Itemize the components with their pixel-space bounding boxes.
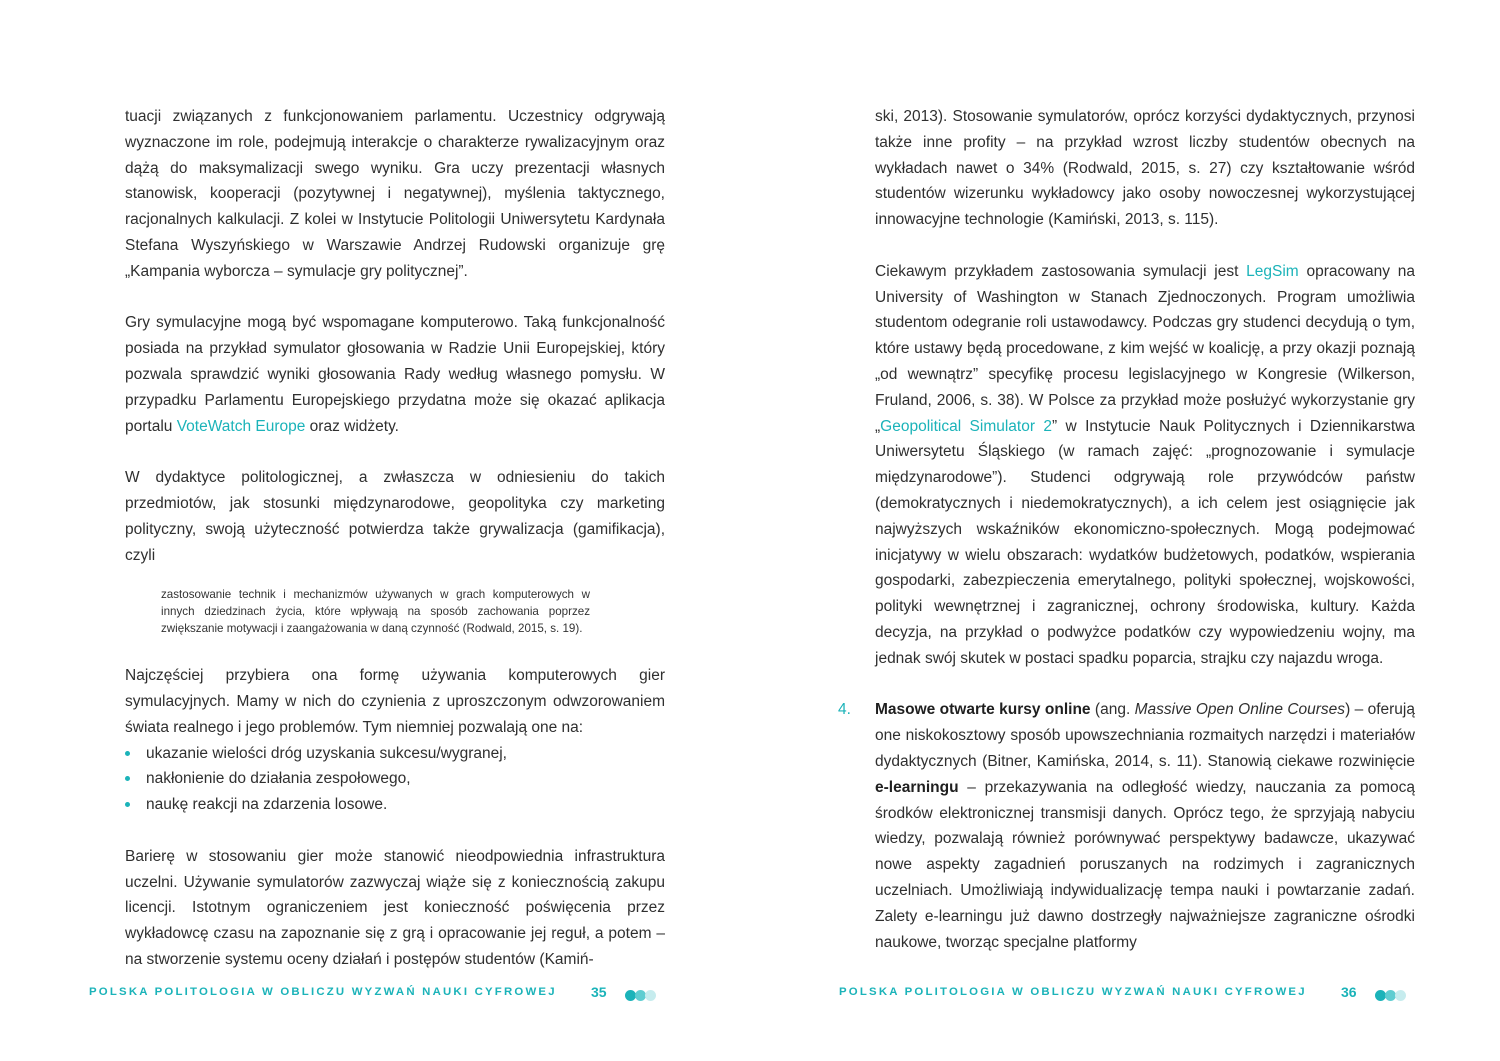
right-page [750, 0, 1500, 1061]
paragraph: tuacji związanych z funkcjonowaniem parlamentu. Uczestnicy odgrywają wyznaczone im role, podejmują interakcje o charakterze rywalizacyjnym oraz dążą do maksymalizacji swego wyniku. Gra uczy prezentacji własnych stanowisk, kooperacji (pozytywnej i negatywnej), myślenia taktycznego, racjonalnych kalkulacji. Z kolei w Instytucie Politologii Uniwersytetu Kardynała Stefana Wyszyńskiego w Warszawie Andrzej Rudowski organizuje grę „Kampania wyborcza – symulacje gry politycznej”. [125, 108, 665, 280]
page-footer [89, 985, 669, 1003]
bold-term: Masowe otwarte kursy online [875, 701, 1091, 719]
geopolitical-simulator-link[interactable]: Geopolitical Simulator 2 [880, 417, 1053, 435]
list-item-text: nakłonienie do działania zespołowego, [146, 770, 411, 788]
text-span: Ciekawym przykładem zastosowania symulacji jest [875, 262, 1247, 280]
paragraph: W dydaktyce politologicznej, a zwłaszcza w odniesieniu do takich przedmiotów, jak stosunki międzynarodowe, geopolityka czy marketing polityczny, swoją użyteczność potwierdza także grywalizacja (gamifikacja), czyli [125, 469, 665, 564]
paragraph [125, 310, 665, 439]
bold-term: e-learningu [875, 778, 959, 796]
numbered-item [838, 697, 1415, 955]
bullet-icon [125, 751, 130, 756]
list-item [125, 741, 665, 767]
text-span: Gry symulacyjne mogą być wspomagane komputerowo. Taką funkcjonalność posiada na przykład symulator głosowania w Radzie Unii Europejskiej, który pozwala sprawdzić wyniki głosowania Rady według własnego pomysłu. W przypadku Parlamentu Europejskiego przydatna może się okazać aplikacja portalu [125, 314, 665, 435]
bullet-icon [125, 776, 130, 781]
dots-ornament-icon [1375, 988, 1405, 1000]
paragraph: ski, 2013). Stosowanie symulatorów, oprócz korzyści dydaktycznych, przynosi także inne profity – na przykład wzrost liczby studentów obecnych na wykładach nawet o 34% (Rodwald, 2015, s. 27) czy kształtowanie wśród studentów wizerunku wykładowcy jako osoby nowoczesnej wykorzystującej innowacyjne technologie (Kamiński, 2013, s. 115). [875, 108, 1415, 229]
list-item-text: ukazanie wielości dróg uzyskania sukcesu/wygranej, [146, 744, 507, 762]
text-span: opracowany na University of Washington w Stanach Zjednoczonych. Program umożliwia studentom odegranie roli ustawodawcy. Podczas gry studenci decydują o tym, które ustawy będą procedowane, z kim wejść w koalicję, a przy okazji poznają „od wewnątrz” specyfikę procesu legislacyjnego w Kongresie (Wilkerson, Fruland, 2006, s. 38). W Polsce za przykład może posłużyć wykorzystanie gry „ [875, 262, 1415, 435]
legsim-link[interactable]: LegSim [1246, 262, 1299, 280]
paragraph: Najczęściej przybiera ona formę używania komputerowych gier symulacyjnych. Mamy w nich do czynienia z uproszczonym odwzorowaniem świata realnego i jego problemów. Tym niemniej pozwalają one na: [125, 667, 665, 736]
left-text-column [125, 104, 665, 999]
list-item [125, 792, 665, 818]
text-span: – przekazywania na odległość wiedzy, nauczania za pomocą środków elektronicznej transmisji danych. Oprócz tego, że sprzyjają nabyciu wiedzy, pozwalają również porównywać perspektywy badawcze, ukazywać nowe aspekty zagadnień poruszanych na rodzimych i zagranicznych uczelniach. Umożliwiają indywidualizację tempa nauki i powtarzanie zadań. Zalety e-learningu już dawno dostrzegły najważniejsze zagraniczne ośrodki naukowe, tworząc specjalne platformy [875, 778, 1415, 951]
right-text-column [838, 104, 1415, 981]
bullet-icon [125, 802, 130, 807]
page-number: 35 [591, 984, 607, 1000]
italic-term: Massive Open Online Courses [1134, 701, 1346, 719]
bullet-list [125, 741, 665, 818]
item-number: 4. [838, 701, 851, 719]
paragraph: Barierę w stosowaniu gier może stanowić nieodpowiednia infrastruktura uczelni. Używanie symulatorów zazwyczaj wiąże się z koniecznością zakupu licencji. Istotnym ograniczeniem jest konieczność poświęcenia przez wykładowcę czasu na zapoznanie się z grą i opracowanie jej reguł, a potem – na stworzenie systemu oceny działań i postępów studentów (Kamiń- [125, 847, 665, 968]
text-span: ) – oferują one niskokosztowy sposób upowszechniania rozmaitych narzędzi i materiałów dydaktycznych (Bitner, Kamińska, 2014, s. 11). Stanowią ciekawe rozwinięcie [875, 701, 1415, 770]
paragraph [875, 259, 1415, 672]
block-quote: zastosowanie technik i mechanizmów używanych w grach komputerowych w innych dziedzinach życia, które wpływają na sposób zachowania poprzez zwiększanie motywacji i zaangażowania w daną czynność (Rodwald, 2015, s. 19). [161, 588, 590, 636]
text-span: (ang. [1090, 701, 1135, 719]
list-item [125, 766, 665, 792]
page-number: 36 [1341, 984, 1357, 1000]
text-span: oraz widżety. [305, 417, 399, 435]
footer-title: POLSKA POLITOLOGIA W OBLICZU WYZWAŃ NAUKI CYFROWEJ [89, 986, 557, 998]
page-footer [839, 985, 1419, 1003]
footer-title: POLSKA POLITOLOGIA W OBLICZU WYZWAŃ NAUKI CYFROWEJ [839, 986, 1307, 998]
dots-ornament-icon [625, 988, 655, 1000]
votewatch-link[interactable]: VoteWatch Europe [176, 417, 306, 435]
text-span: ” w Instytucie Nauk Politycznych i Dziennikarstwa Uniwersytetu Śląskiego (w ramach zajęć: „prognozowanie i symulacje międzynarodowe”). Studenci odgrywają role przywódców państw (demokratycznych i niedemokratycznych), a ich celem jest osiągnięcie jak najwyższych wskaźników ekonomiczno-społecznych. Mogą podejmować inicjatywy w wielu obszarach: wydatków budżetowych, podatków, wspierania gospodarki, zabezpieczenia emerytalnego, polityki społecznej, wojskowości, polityki wewnętrznej i zagranicznej, ochrony środowiska, kultury. Każda decyzja, na przykład o podwyżce podatków czy wypowiedzeniu wojny, ma jednak swój skutek w postaci spadku poparcia, strajku czy najazdu wroga. [875, 417, 1415, 667]
list-item-text: naukę reakcji na zdarzenia losowe. [146, 796, 388, 814]
